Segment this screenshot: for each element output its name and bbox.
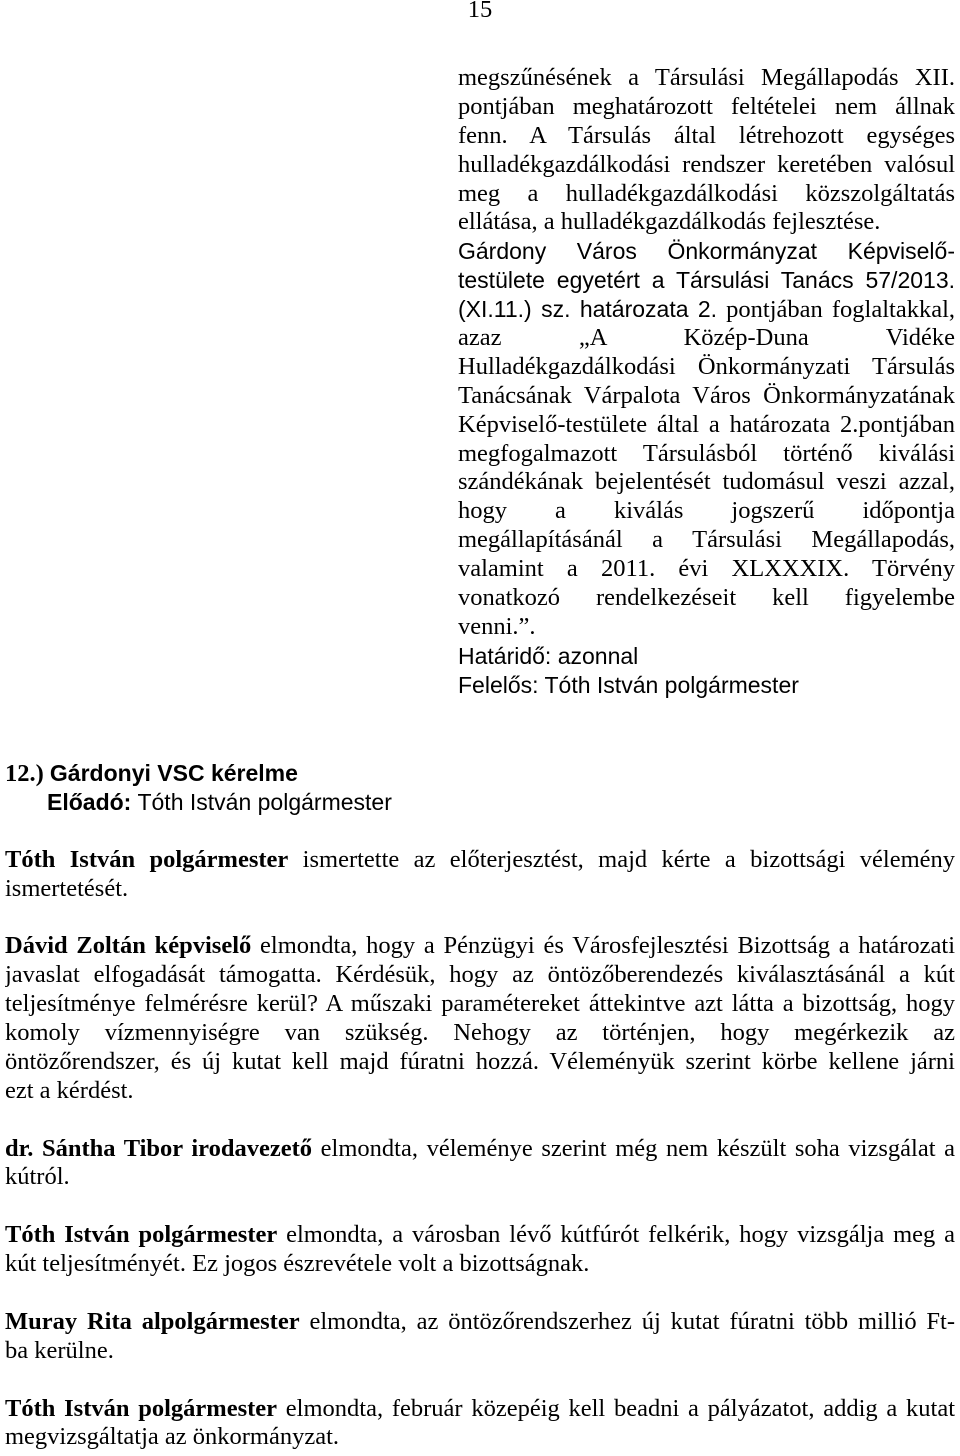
resolution-line: meg a hulladékgazdálkodási közszolgáltatás (458, 179, 955, 207)
paragraph-spacer (5, 1366, 955, 1395)
discussion-line: kútról. (5, 1163, 70, 1191)
speaker-name: dr. Sántha Tibor irodavezető (5, 1134, 313, 1162)
decision-line: Gárdony Város Önkormányzat Képviselő- (458, 238, 955, 265)
discussion-line (5, 1221, 955, 1250)
discussion-paragraph (5, 1221, 955, 1279)
discussion-text: ismertette az előterjesztést, majd kérte a bizottsági vélemény (302, 845, 955, 873)
decision-text: (XI.11.) sz. határozata 2. (458, 296, 718, 323)
presenter-label: Előadó: (47, 788, 132, 815)
resolution-line: ellátása, a hulladékgazdálkodás fejlesztése. (458, 208, 881, 236)
discussion-paragraph (5, 1308, 955, 1366)
resolution-line: fenn. A Társulás által létrehozott egységes (458, 121, 955, 149)
discussion-line: ba kerülne. (5, 1336, 114, 1364)
speaker-name: Tóth István polgármester (5, 1221, 278, 1249)
decision-line: megfogalmazott Társulásból történő kiválási (458, 439, 955, 467)
agenda-item-section (5, 759, 955, 1452)
discussion-text: elmondta, az öntözőrendszerhez új kutat fúratni több millió Ft- (309, 1307, 955, 1335)
resolution-line: pontjában meghatározott feltételei nem állnak (458, 92, 955, 120)
decision-line: megállapításánál a Társulási Megállapodás, (458, 526, 955, 554)
paragraph-spacer (5, 1279, 955, 1308)
decision-line: szándékának bejelentését tudomásul veszi azzal, (458, 468, 955, 496)
decision-line: venni.”. (458, 612, 536, 640)
discussion-line (5, 1135, 955, 1164)
discussion-line: öntözőrendszer, és új kutat kell majd fúratni hozzá. Véleményük szerint körbe kellene járni (5, 1047, 955, 1075)
decision-line: Képviselő-testülete által a határozata 2.pontjában (458, 410, 955, 438)
speaker-name: Muray Rita alpolgármester (5, 1307, 300, 1335)
discussion-paragraph (5, 932, 955, 1105)
decision-line: hogy a kiválás jogszerű időpontja (458, 497, 955, 525)
paragraph-spacer (5, 817, 955, 846)
presenter-line (5, 788, 955, 817)
discussion-text: elmondta, február közepéig kell beadni a pályázatot, addig a kutat (285, 1394, 955, 1422)
decision-line: vonatkozó rendelkezéseit kell figyelembe (458, 584, 955, 612)
discussion-line: ezt a kérdést. (5, 1076, 134, 1104)
discussion-line: javaslat elfogadását támogatta. Kérdésük, hogy az öntözőberendezés kiválasztásánál a kút (5, 961, 955, 989)
discussion-text: elmondta, a városban lévő kútfúrót felkérik, hogy vizsgálja meg a (286, 1221, 955, 1249)
speaker-name: Dávid Zoltán képviselő (5, 932, 252, 960)
paragraph-spacer (5, 903, 955, 932)
discussion-line (5, 932, 955, 961)
responsible-person: Felelős: Tóth István polgármester (458, 671, 799, 698)
discussion-text: elmondta, hogy a Pénzügyi és Városfejlesztési Bizottság a határozati (260, 932, 955, 960)
decision-line: testülete egyetért a Társulási Tanács 57/2013. (458, 267, 955, 294)
discussion-line (5, 846, 955, 875)
presenter-name: Tóth István polgármester (137, 788, 392, 815)
discussion-line (5, 1395, 955, 1424)
discussion-line: teljesítménye felmérésre kerül? A műszaki paramétereket áttekintve azt látta a bizottság, hogy (5, 990, 955, 1018)
decision-line: valamint a 2011. évi XLXXXIX. Törvény (458, 555, 955, 583)
agenda-item-title: Gárdonyi VSC kérelme (49, 760, 298, 786)
paragraph-spacer (5, 1192, 955, 1221)
discussion-paragraph (5, 1395, 955, 1453)
paragraph-spacer (5, 1106, 955, 1135)
resolution-line: hulladékgazdálkodási rendszer keretében valósul (458, 150, 955, 178)
resolution-line: megszűnésének a Társulási Megállapodás XII. (458, 64, 955, 91)
resolution-block (458, 64, 955, 700)
speaker-name: Tóth István polgármester (5, 1394, 278, 1422)
discussion-line: kút teljesítményét. Ez jogos észrevétele volt a bizottságnak. (5, 1250, 590, 1278)
decision-continuation-text: pontjában foglaltakkal, (726, 296, 955, 324)
discussion-line: ismertetését. (5, 874, 129, 902)
discussion-line: komoly vízmennyiségre van szükség. Nehogy az történjen, hogy megérkezik az (5, 1019, 955, 1047)
discussion-line (5, 1308, 955, 1337)
page-number: 15 (467, 0, 493, 23)
speaker-name: Tóth István polgármester (5, 845, 289, 873)
discussion-text: elmondta, véleménye szerint még nem készült soha vizsgálat a (320, 1134, 955, 1162)
decision-line: Tanácsának Várpalota Város Önkormányzatának (458, 381, 955, 409)
deadline: Határidő: azonnal (458, 642, 639, 669)
decision-line: azaz „A Közép-Duna Vidéke (458, 324, 955, 352)
decision-line: Hulladékgazdálkodási Önkormányzati Társulás (458, 352, 955, 380)
discussion-paragraph (5, 1135, 955, 1193)
decision-line (458, 295, 955, 324)
agenda-item-heading (5, 759, 955, 788)
agenda-item-number: 12.) (5, 760, 44, 787)
discussion-paragraph (5, 846, 955, 904)
discussion-line: megvizsgáltatja az önkormányzat. (5, 1423, 340, 1451)
